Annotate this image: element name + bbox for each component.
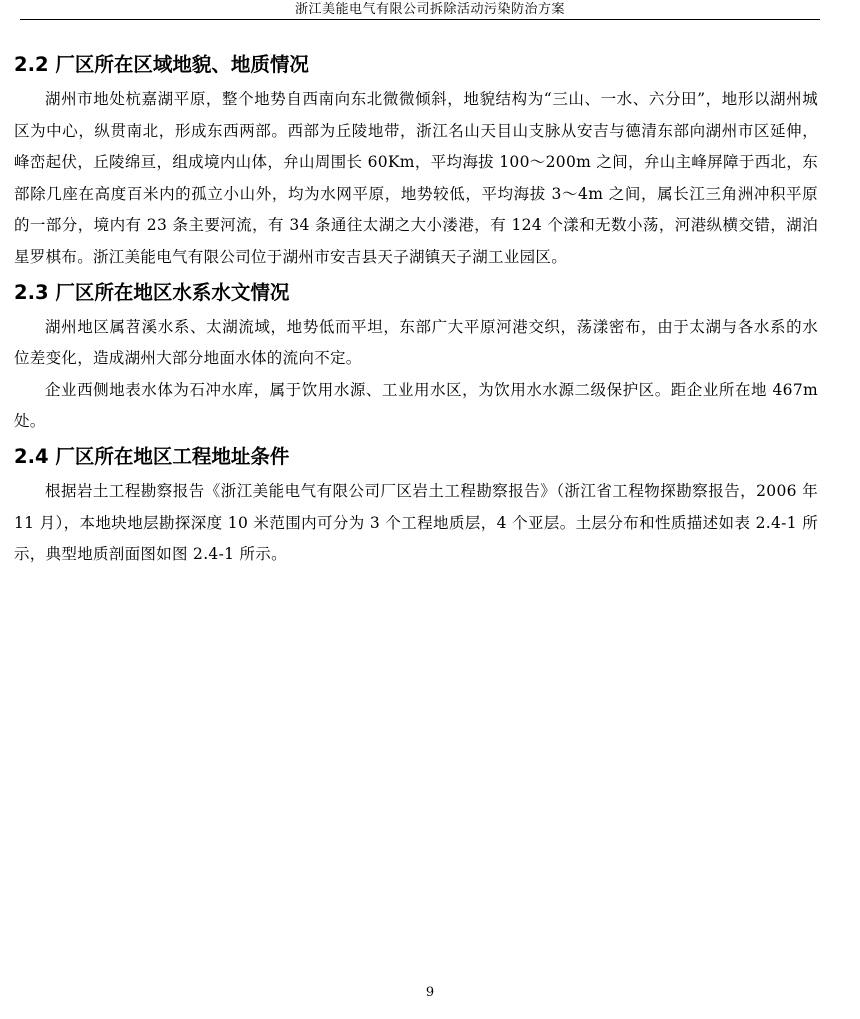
section-heading-2-4: 2.4 厂区所在地区工程地址条件 <box>14 444 290 468</box>
header-rule <box>20 19 820 20</box>
paragraph-reservoir: 企业西侧地表水体为石冲水库，属于饮用水源、工业用水区，为饮用水水源二级保护区。距企业所在地 467m 处。 <box>14 380 818 431</box>
paragraph-water-system: 湖州地区属苕溪水系、太湖流域，地势低而平坦，东部广大平原河港交织，荡漾密布，由于太湖与各水系的水位差变化，造成湖州大部分地面水体的流向不定。 <box>14 317 818 368</box>
running-header: 浙江美能电气有限公司拆除活动污染防治方案 <box>294 2 565 17</box>
document-body <box>14 50 818 571</box>
paragraph-landform-geology: 湖州市地处杭嘉湖平原，整个地势自西南向东北微微倾斜，地貌结构为“三山、一水、六分田”，地形以湖州城区为中心，纵贯南北，形成东西两部。西部为丘陵地带，浙江名山天目山支脉从安吉与德清东部向湖州市区延伸，峰峦起伏，丘陵绵亘，组成境内山体，弁山周围长 60Km，平均海拔 100～200m 之间，弁山主峰屏障于西北，东部除几座在高度百米内的孤立小山外，均为水网平原，地势较低，平均海拔 3～4m 之间，属长江三角洲冲积平原的一部分，境内有 23 条主要河流，有 34 条通往太湖之大小溇港，有 124 个漾和无数小荡，河港纵横交错，湖泊星罗棋布。浙江美能电气有限公司位于湖州市安吉县天子湖镇天子湖工业园区。 <box>14 90 818 266</box>
section-heading-2-2: 2.2 厂区所在区域地貌、地质情况 <box>14 53 309 76</box>
section-heading-2-3: 2.3 厂区所在地区水系水文情况 <box>14 280 290 304</box>
page-number: 9 <box>425 985 435 1000</box>
paragraph-engineering-geology: 根据岩土工程勘察报告《浙江美能电气有限公司厂区岩土工程勘察报告》（浙江省工程物探勘察报告，2006 年 11 月），本地块地层勘探深度 10 米范围内可分为 3 个工程地质层，4 个亚层。土层分布和性质描述如表 2.4-1 所示，典型地质剖面图如图 2.4-1 所示。 <box>14 481 818 564</box>
